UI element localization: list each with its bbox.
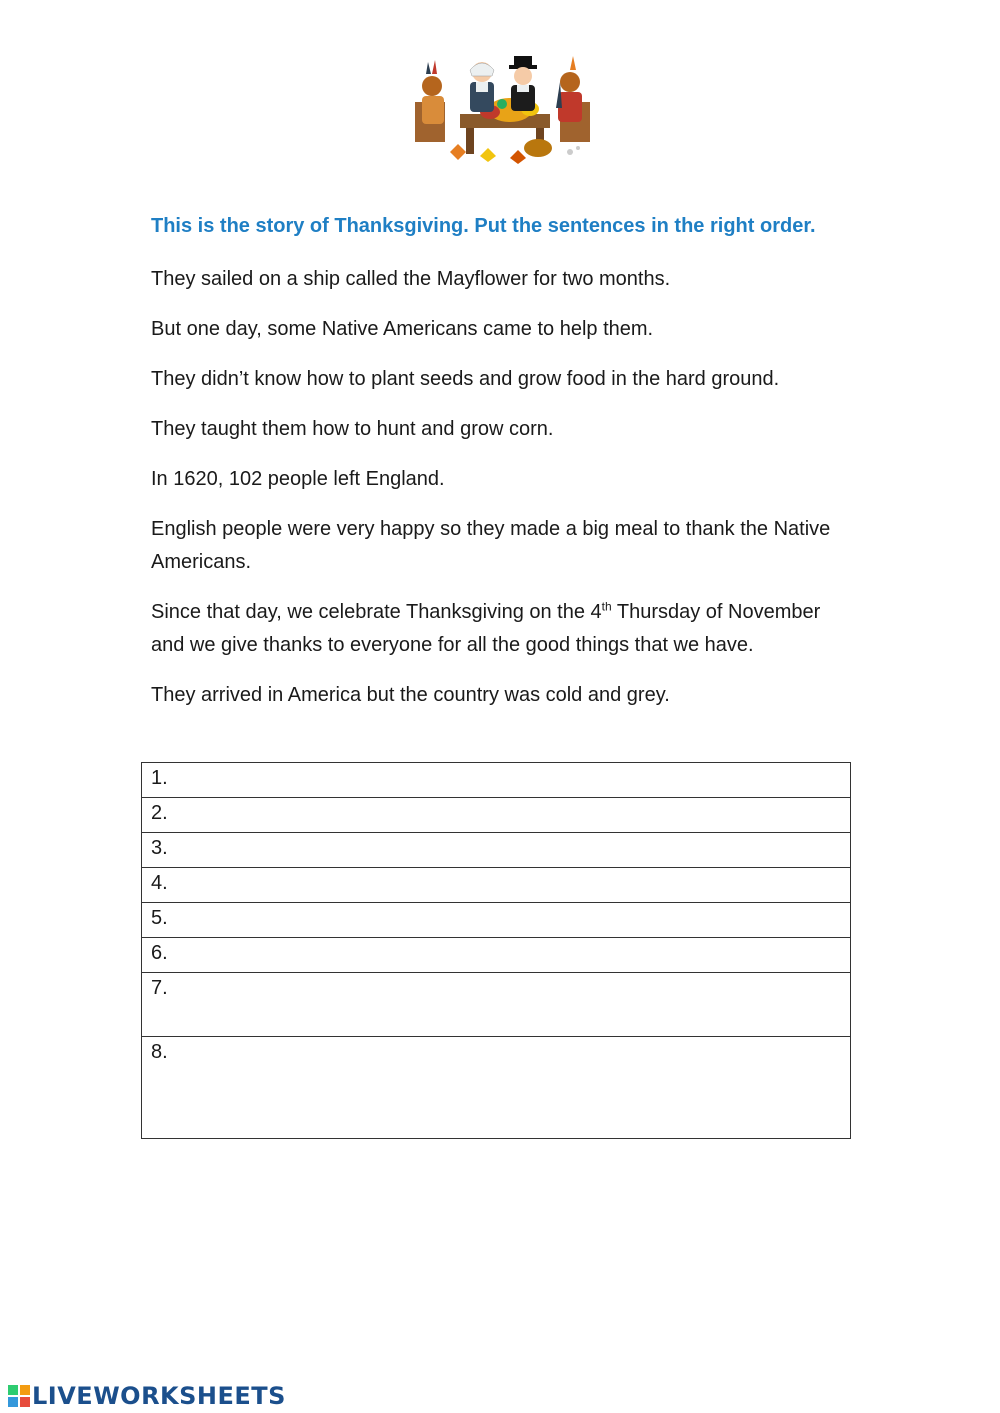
answer-cell[interactable]: 4.	[142, 868, 851, 903]
answer-cell[interactable]: 5.	[142, 903, 851, 938]
liveworksheets-logo[interactable]	[8, 1382, 286, 1410]
sentence-item: But one day, some Native Americans came to help them.	[151, 318, 654, 340]
sentence-text: Thursday of November and we give thanks to everyone for all the good things that we have.	[151, 601, 821, 656]
sentence-item: They didn’t know how to plant seeds and grow food in the hard ground.	[151, 368, 780, 390]
sentence-item: They sailed on a ship called the Mayflower for two months.	[151, 268, 671, 290]
sentence-list	[151, 263, 851, 729]
answer-cell[interactable]: 7.	[142, 973, 851, 1037]
answer-row	[142, 763, 851, 798]
thanksgiving-illustration	[410, 52, 595, 170]
logo-blocks-icon	[8, 1385, 30, 1407]
answer-row	[142, 833, 851, 868]
sentence-item	[151, 596, 851, 662]
answer-cell[interactable]: 6.	[142, 938, 851, 973]
answer-cell[interactable]: 2.	[142, 798, 851, 833]
answer-row	[142, 938, 851, 973]
answer-cell[interactable]: 3.	[142, 833, 851, 868]
sentence-item: English people were very happy so they made a big meal to thank the Native Americans.	[151, 518, 831, 573]
answer-row	[142, 1037, 851, 1139]
instruction-heading: This is the story of Thanksgiving. Put the sentences in the right order.	[151, 215, 816, 237]
answer-row	[142, 973, 851, 1037]
sentence-text: Since that day, we celebrate Thanksgiving on the 4	[151, 601, 602, 623]
logo-text: LIVEWORKSHEETS	[32, 1382, 286, 1410]
ordinal-suffix: th	[601, 599, 612, 614]
answer-row	[142, 798, 851, 833]
sentence-item: In 1620, 102 people left England.	[151, 468, 445, 490]
answer-cell[interactable]: 1.	[142, 763, 851, 798]
sentence-item: They taught them how to hunt and grow corn.	[151, 418, 554, 440]
answer-table	[141, 762, 851, 1139]
sentence-item: They arrived in America but the country was cold and grey.	[151, 684, 670, 706]
answer-cell[interactable]: 8.	[142, 1037, 851, 1139]
answer-row	[142, 903, 851, 938]
answer-row	[142, 868, 851, 903]
